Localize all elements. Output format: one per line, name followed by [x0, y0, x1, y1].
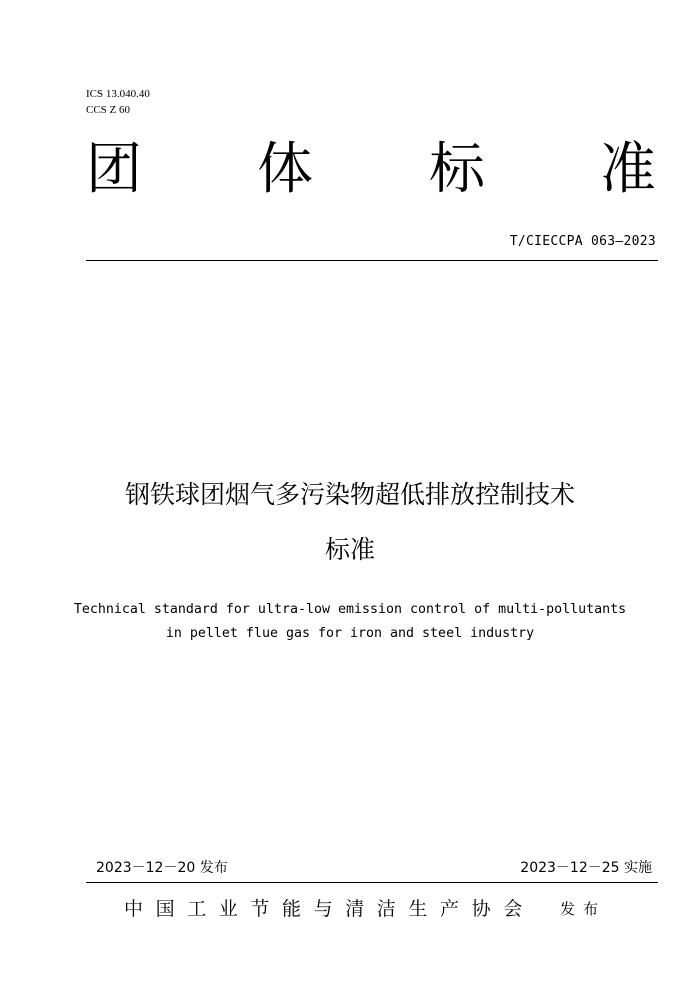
publisher-suffix: 发布	[560, 900, 607, 918]
publish-date: 2023－12－20 发布	[96, 860, 228, 876]
title-cn-line-1: 钢铁球团烟气多污染物超低排放控制技术	[124, 480, 575, 509]
standard-number: T/CIECCPA 063—2023	[509, 234, 656, 249]
header-divider	[86, 260, 658, 261]
title-en-line-1: Technical standard for ultra-low emission control of multi-pollutants	[73, 602, 627, 617]
ics-code: ICS 13.040.40	[86, 88, 150, 100]
footer-divider	[86, 882, 658, 883]
doc-type-char-2: 体	[257, 137, 313, 202]
implement-date: 2023－12－25 实施	[520, 860, 652, 876]
publisher-name: 中国工业节能与清洁生产协会	[124, 898, 535, 920]
doc-type-char-4: 准	[600, 137, 656, 202]
title-cn-line-2: 标准	[324, 535, 375, 564]
title-en-line-2: in pellet flue gas for iron and steel industry	[165, 626, 535, 641]
doc-type-char-3: 标	[429, 137, 485, 202]
ccs-code: CCS Z 60	[86, 104, 131, 116]
doc-type-char-1: 团	[86, 137, 142, 202]
